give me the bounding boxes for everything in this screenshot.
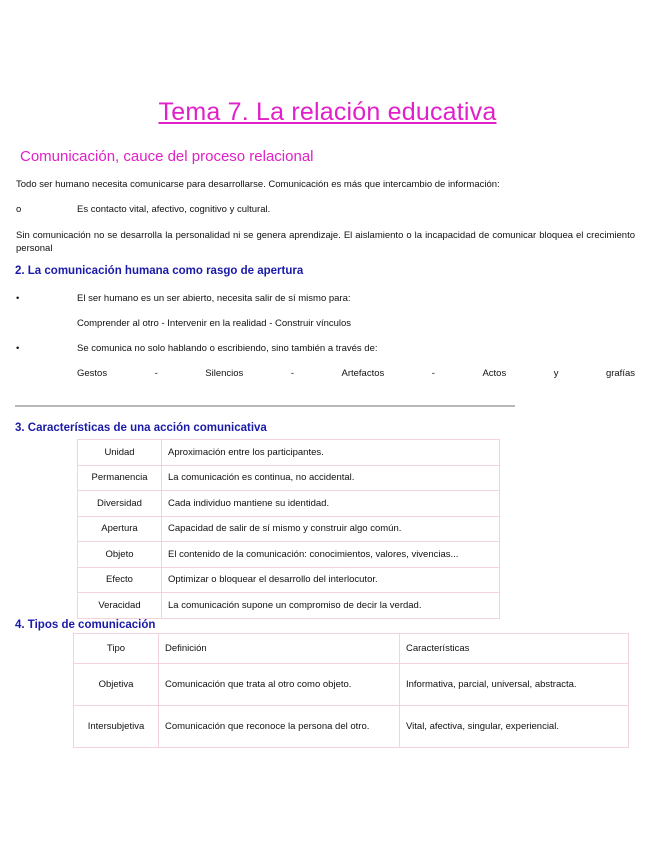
intro-paragraph: Todo ser humano necesita comunicarse para desarrollarse. Comunicación es más que intercambio de información: — [16, 179, 500, 190]
table-cell-def: Comunicación que reconoce la persona del otro. — [159, 706, 400, 748]
page-subtitle: Comunicación, cauce del proceso relacional — [20, 148, 314, 165]
table-cell-def: Comunicación que trata al otro como objeto. — [159, 664, 400, 706]
table-row — [78, 465, 500, 491]
bullet-text: Es contacto vital, afectivo, cognitivo y cultural. — [77, 204, 271, 215]
table-cell-car: Informativa, parcial, universal, abstracta. — [400, 664, 629, 706]
word: Artefactos — [341, 368, 385, 379]
table-cell-car: Vital, afectiva, singular, experiencial. — [400, 706, 629, 748]
table-row — [78, 491, 500, 517]
communication-types-table — [73, 633, 629, 748]
table-header-cell: Tipo — [74, 634, 159, 664]
section-2-item-1: El ser humano es un ser abierto, necesita salir de sí mismo para: — [77, 293, 351, 304]
table-header-row — [74, 634, 629, 664]
table-cell-name: Apertura — [78, 516, 162, 542]
table-cell-desc: La comunicación es continua, no accidental. — [162, 465, 500, 491]
table-row — [74, 664, 629, 706]
table-row — [78, 593, 500, 619]
separator: - — [431, 368, 435, 379]
table-cell-name: Objeto — [78, 542, 162, 568]
section-4-heading: 4. Tipos de comunicación — [15, 619, 156, 631]
paragraph-2: Sin comunicación no se desarrolla la personalidad ni se genera aprendizaje. El aislamiento o la incapacidad de comunicar bloquea el crecimiento personal — [16, 230, 635, 254]
table-cell-desc: Optimizar o bloquear el desarrollo del interlocutor. — [162, 567, 500, 593]
section-2-item-2: Se comunica no solo hablando o escribiendo, sino también a través de: — [77, 343, 378, 354]
table-cell-name: Veracidad — [78, 593, 162, 619]
table-cell-name: Unidad — [78, 440, 162, 466]
separator: - — [154, 368, 158, 379]
characteristics-table — [77, 439, 500, 619]
horizontal-divider — [15, 405, 515, 407]
separator: - — [290, 368, 294, 379]
bullet-marker: • — [16, 343, 20, 354]
table-header-cell: Definición — [159, 634, 400, 664]
table-row — [74, 706, 629, 748]
table-cell-desc: El contenido de la comunicación: conocimientos, valores, vivencias... — [162, 542, 500, 568]
table-cell-desc: La comunicación supone un compromiso de decir la verdad. — [162, 593, 500, 619]
word: grafías — [605, 368, 635, 379]
table-cell-desc: Cada individuo mantiene su identidad. — [162, 491, 500, 517]
section-2-heading: 2. La comunicación humana como rasgo de apertura — [15, 265, 304, 277]
bullet-marker: • — [16, 293, 20, 304]
section-2-item-1-sub: Comprender al otro - Intervenir en la realidad - Construir vínculos — [77, 318, 352, 329]
table-cell-tipo: Intersubjetiva — [74, 706, 159, 748]
table-cell-desc: Aproximación entre los participantes. — [162, 440, 500, 466]
table-header-cell: Características — [400, 634, 629, 664]
word: Silencios — [205, 368, 244, 379]
section-3-heading: 3. Características de una acción comunicativa — [15, 422, 267, 434]
word: Gestos — [77, 368, 108, 379]
table-cell-name: Permanencia — [78, 465, 162, 491]
table-row — [78, 516, 500, 542]
word: Actos — [482, 368, 507, 379]
table-cell-desc: Capacidad de salir de sí mismo y construir algo común. — [162, 516, 500, 542]
section-2-item-2-sub — [77, 368, 635, 379]
table-cell-name: Efecto — [78, 567, 162, 593]
table-row — [78, 440, 500, 466]
page-title: Tema 7. La relación educativa — [158, 98, 497, 126]
table-row — [78, 567, 500, 593]
word: y — [553, 368, 559, 379]
table-cell-tipo: Objetiva — [74, 664, 159, 706]
table-cell-name: Diversidad — [78, 491, 162, 517]
table-row — [78, 542, 500, 568]
bullet-marker: o — [16, 204, 22, 215]
